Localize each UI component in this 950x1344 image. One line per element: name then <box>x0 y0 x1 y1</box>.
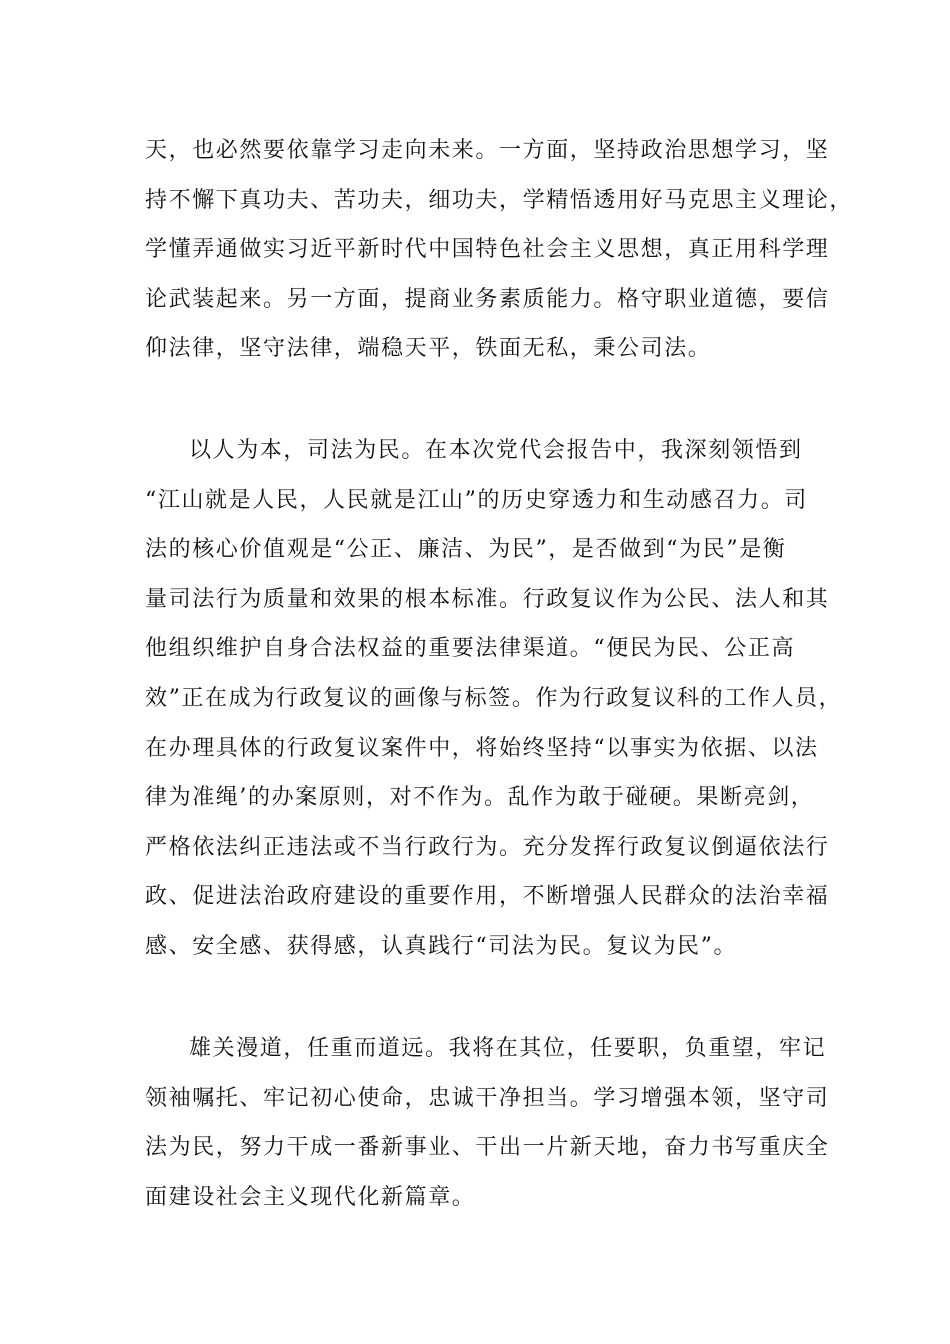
paragraph-line: 学懂弄通做实习近平新时代中国特色社会主义思想，真正用科学理 <box>145 237 830 263</box>
paragraph-line: 效”正在成为行政复议的画像与标签。作为行政复议科的工作人员， <box>145 685 843 711</box>
paragraph-line: 量司法行为质量和效果的根本标准。行政复议作为公民、法人和其 <box>145 586 830 612</box>
paragraph-line: 持不懈下真功夫、苦功夫，细功夫，学精悟透用好马克思主义理论， <box>145 187 854 213</box>
paragraph-line: “江山就是人民，人民就是江山”的历史穿透力和生动感召力。司 <box>145 487 808 513</box>
paragraph-line: 感、安全感、获得感，认真践行“司法为民。复议为民”。 <box>145 933 738 959</box>
paragraph-line: 面建设社会主义现代化新篇章。 <box>145 1184 476 1210</box>
paragraph-line: 政、促进法治政府建设的重要作用，不断增强人民群众的法治幸福 <box>145 884 830 910</box>
paragraph-line: 论武装起来。另一方面，提商业务素质能力。格守职业道德，要信 <box>145 286 830 312</box>
paragraph-line: 他组织维护自身合法权益的重要法律渠道。“便民为民、公正高 <box>145 636 796 662</box>
paragraph-line: 以人为本，司法为民。在本次党代会报告中，我深刻领悟到 <box>189 438 803 463</box>
paragraph-line: 严格依法纠正违法或不当行政行为。充分发挥行政复议倒逼依法行 <box>145 834 830 860</box>
paragraph-line: 律为准绳’的办案原则，对不作为。乱作为敢于碰硬。果断亮剑， <box>145 785 815 811</box>
paragraph-line: 雄关漫道，任重而道远。我将在其位，任要职，负重望，牢记 <box>189 1036 827 1061</box>
paragraph-2 <box>145 426 843 972</box>
paragraph-1 <box>145 126 854 374</box>
paragraph-line: 法的核心价值观是“公正、廉洁、为民”，是否做到“为民”是衡 <box>145 537 787 563</box>
paragraph-line: 法为民，努力干成一番新事业、干出一片新天地，奋力书写重庆全 <box>145 1135 830 1161</box>
paragraph-line: 天，也必然要依靠学习走向未来。一方面，坚持政治思想学习，坚 <box>145 138 830 163</box>
paragraph-line: 在办理具体的行政复议案件中，将始终坚持“以事实为依据、以法 <box>145 735 819 761</box>
paragraph-line: 领袖嘱托、牢记初心使命，忠诚干净担当。学习增强本领，坚守司 <box>145 1085 830 1111</box>
paragraph-3 <box>145 1024 830 1222</box>
paragraph-line: 仰法律，坚守法律，端稳天平，铁面无私，秉公司法。 <box>145 336 712 362</box>
